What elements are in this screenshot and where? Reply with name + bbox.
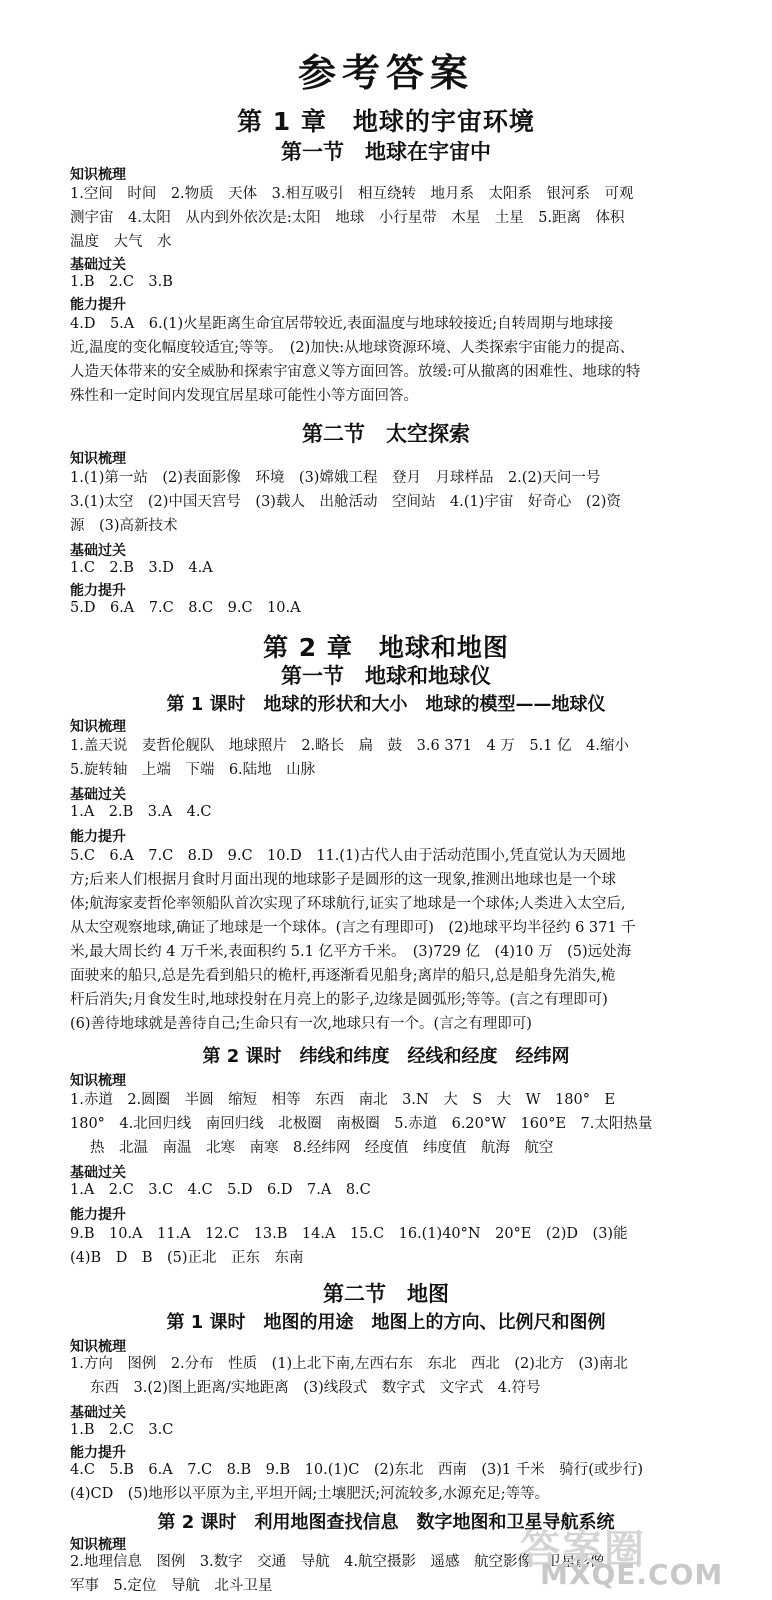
ch2-s1-l1-zs-label: 知识梳理 — [70, 719, 126, 735]
ch2-s1-l2-zs-label: 知识梳理 — [70, 1073, 126, 1089]
ch2-s1-l1-nl-label: 能力提升 — [70, 829, 126, 845]
ch2-section-2-heading: 第二节 地图 — [323, 1282, 449, 1306]
ch2-s1-l2-zs-line: 180° 4.北回归线 南回归线 北极圈 南极圈 5.赤道 6.20°W 160°E 7.太阳热量 — [70, 1116, 653, 1132]
ch2-s2-l1-zs-line: 1.方向 图例 2.分布 性质 (1)上北下南,左西右东 东北 西北 (2)北方 (3)南北 — [70, 1356, 628, 1372]
ch1-s1-zs-line: 1.空间 时间 2.物质 天体 3.相互吸引 相互绕转 地月系 太阳系 银河系 可观 — [70, 186, 634, 202]
ch1-s2-zs-line: 3.(1)太空 (2)中国天宫号 (3)载人 出舱活动 空间站 4.(1)宇宙 好奇心 (2)资 — [70, 494, 621, 510]
ch2-s1-l1-zs-line: 5.旋转轴 上端 下端 6.陆地 山脉 — [70, 762, 316, 778]
ch2-s1-lesson-2-heading: 第 2 课时 纬线和纬度 经线和经度 经纬网 — [202, 1046, 570, 1067]
ch1-s1-nl-line: 人造天体带来的安全威胁和探索宇宙意义等方面回答。放缓:可从撤离的困难性、地球的特 — [70, 364, 641, 380]
ch1-s2-jc-label: 基础过关 — [70, 543, 126, 559]
ch2-s1-l2-nl-label: 能力提升 — [70, 1207, 126, 1223]
ch1-s2-zs-line: 源 (3)高新技术 — [70, 518, 178, 534]
ch2-s1-l2-nl-line: (4)B D B (5)正北 正东 东南 — [70, 1250, 304, 1266]
ch2-s2-l1-jc-line: 1.B 2.C 3.C — [70, 1422, 174, 1438]
ch2-s1-l1-nl-line: 体;航海家麦哲伦率领船队首次实现了环球航行,证实了地球是一个球体;人类进入太空后, — [70, 896, 626, 912]
ch2-s1-l2-jc-label: 基础过关 — [70, 1165, 126, 1181]
ch2-s1-l1-nl-line: 方;后来人们根据月食时月面出现的地球影子是圆形的这一现象,推测出地球也是一个球 — [70, 872, 616, 888]
ch2-s1-l1-zs-line: 1.盖天说 麦哲伦舰队 地球照片 2.略长 扁 鼓 3.6 371 4 万 5.1 亿 4.缩小 — [70, 738, 629, 754]
watermark-logo: 答案圈 — [520, 1527, 646, 1573]
ch2-s2-lesson-2-heading: 第 2 课时 利用地图查找信息 数字地图和卫星导航系统 — [157, 1512, 615, 1533]
ch1-s1-nl-line: 殊性和一定时间内发现宜居星球可能性小等方面回答。 — [70, 388, 418, 404]
ch2-s1-l1-nl-line: 面驶来的船只,总是先看到船只的桅杆,再逐渐看见船身;离岸的船只,总是船身先消失,桅 — [70, 968, 616, 984]
ch2-s2-l1-nl-line: (4)CD (5)地形以平原为主,平坦开阔;土壤肥沃;河流较多,水源充足;等等。 — [70, 1486, 550, 1502]
ch2-s1-l1-nl-line: 5.C 6.A 7.C 8.D 9.C 10.D 11.(1)古代人由于活动范围小,凭直觉认为天圆地 — [70, 848, 626, 864]
ch1-s2-jc-line: 1.C 2.B 3.D 4.A — [70, 560, 213, 576]
ch2-s2-l1-nl-line: 4.C 5.B 6.A 7.C 8.B 9.B 10.(1)C (2)东北 西南 (3)1 千米 骑行(或步行) — [70, 1462, 644, 1478]
ch1-s1-zs-line: 测宇宙 4.太阳 从内到外依次是:太阳 地球 小行星带 木星 土星 5.距离 体积 — [70, 210, 625, 226]
ch2-s2-l1-nl-label: 能力提升 — [70, 1445, 126, 1461]
ch2-s2-l1-zs-label: 知识梳理 — [70, 1339, 126, 1355]
ch1-s1-zs-line: 温度 大气 水 — [70, 234, 172, 250]
ch2-s1-l2-nl-line: 9.B 10.A 11.A 12.C 13.B 14.A 15.C 16.(1)40°N 20°E (2)D (3)能 — [70, 1226, 628, 1242]
ch1-section-2-heading: 第二节 太空探索 — [302, 422, 470, 446]
watermark-url: MXQE.COM — [540, 1558, 724, 1591]
ch2-s1-lesson-1-heading: 第 1 课时 地球的形状和大小 地球的模型——地球仪 — [166, 694, 606, 715]
ch2-section-1-heading: 第一节 地球和地球仪 — [281, 664, 491, 688]
ch1-s2-zs-line: 1.(1)第一站 (2)表面影像 环境 (3)嫦娥工程 登月 月球样品 2.(2)天问一号 — [70, 470, 601, 486]
ch2-s1-l1-nl-line: (6)善待地球就是善待自己;生命只有一次,地球只有一个。(言之有理即可) — [70, 1016, 532, 1032]
ch2-s2-l2-zs-line: 2.地理信息 图例 3.数字 交通 导航 4.航空摄影 遥感 航空影像 卫星影像 — [70, 1554, 605, 1570]
ch1-s1-nl-label: 能力提升 — [70, 297, 126, 313]
ch1-s1-jc-label: 基础过关 — [70, 257, 126, 273]
ch1-s1-nl-line: 4.D 5.A 6.(1)火星距离生命宜居带较近,表面温度与地球较接近;自转周期与地球接 — [70, 316, 614, 332]
page-title: 参考答案 — [297, 51, 474, 95]
ch1-s2-zs-label: 知识梳理 — [70, 451, 126, 467]
ch2-s2-l1-zs-line: 东西 3.(2)图上距离/实地距离 (3)线段式 数字式 文字式 4.符号 — [90, 1380, 541, 1396]
ch2-s2-l2-zs-line: 军事 5.定位 导航 北斗卫星 — [70, 1578, 273, 1594]
ch2-s1-l1-nl-line: 米,最大周长约 4 万千米,表面积约 5.1 亿平方千米。 (3)729 亿 (4)10 万 (5)远处海 — [70, 944, 632, 960]
ch2-s1-l2-jc-line: 1.A 2.C 3.C 4.C 5.D 6.D 7.A 8.C — [70, 1182, 371, 1198]
ch2-s2-lesson-1-heading: 第 1 课时 地图的用途 地图上的方向、比例尺和图例 — [166, 1312, 606, 1333]
ch1-s2-nl-label: 能力提升 — [70, 583, 126, 599]
ch2-s2-l1-jc-label: 基础过关 — [70, 1405, 126, 1421]
ch1-s1-jc-line: 1.B 2.C 3.B — [70, 274, 173, 290]
ch1-s1-zs-label: 知识梳理 — [70, 167, 126, 183]
ch2-s1-l1-jc-label: 基础过关 — [70, 787, 126, 803]
chapter-2-heading: 第 2 章 地球和地图 — [263, 633, 509, 662]
chapter-1-heading: 第 1 章 地球的宇宙环境 — [237, 107, 535, 136]
ch2-s1-l1-nl-line: 从太空观察地球,确证了地球是一个球体。(言之有理即可) (2)地球平均半径约 6 371 千 — [70, 920, 636, 936]
ch2-s1-l1-jc-line: 1.A 2.B 3.A 4.C — [70, 804, 212, 820]
ch1-section-1-heading: 第一节 地球在宇宙中 — [281, 140, 491, 164]
ch1-s2-nl-line: 5.D 6.A 7.C 8.C 9.C 10.A — [70, 600, 301, 616]
ch2-s1-l2-zs-line: 热 北温 南温 北寒 南寒 8.经纬网 经度值 纬度值 航海 航空 — [90, 1140, 554, 1156]
ch2-s1-l2-zs-line: 1.赤道 2.圆圈 半圆 缩短 相等 东西 南北 3.N 大 S 大 W 180° E — [70, 1092, 616, 1108]
ch2-s1-l1-nl-line: 杆后消失;月食发生时,地球投射在月亮上的影子,边缘是圆弧形;等等。(言之有理即可) — [70, 992, 608, 1008]
ch1-s1-nl-line: 近,温度的变化幅度较适宜;等等。 (2)加快:从地球资源环境、人类探索宇宙能力的提高、 — [70, 340, 635, 356]
ch2-s2-l2-zs-label: 知识梳理 — [70, 1537, 126, 1553]
